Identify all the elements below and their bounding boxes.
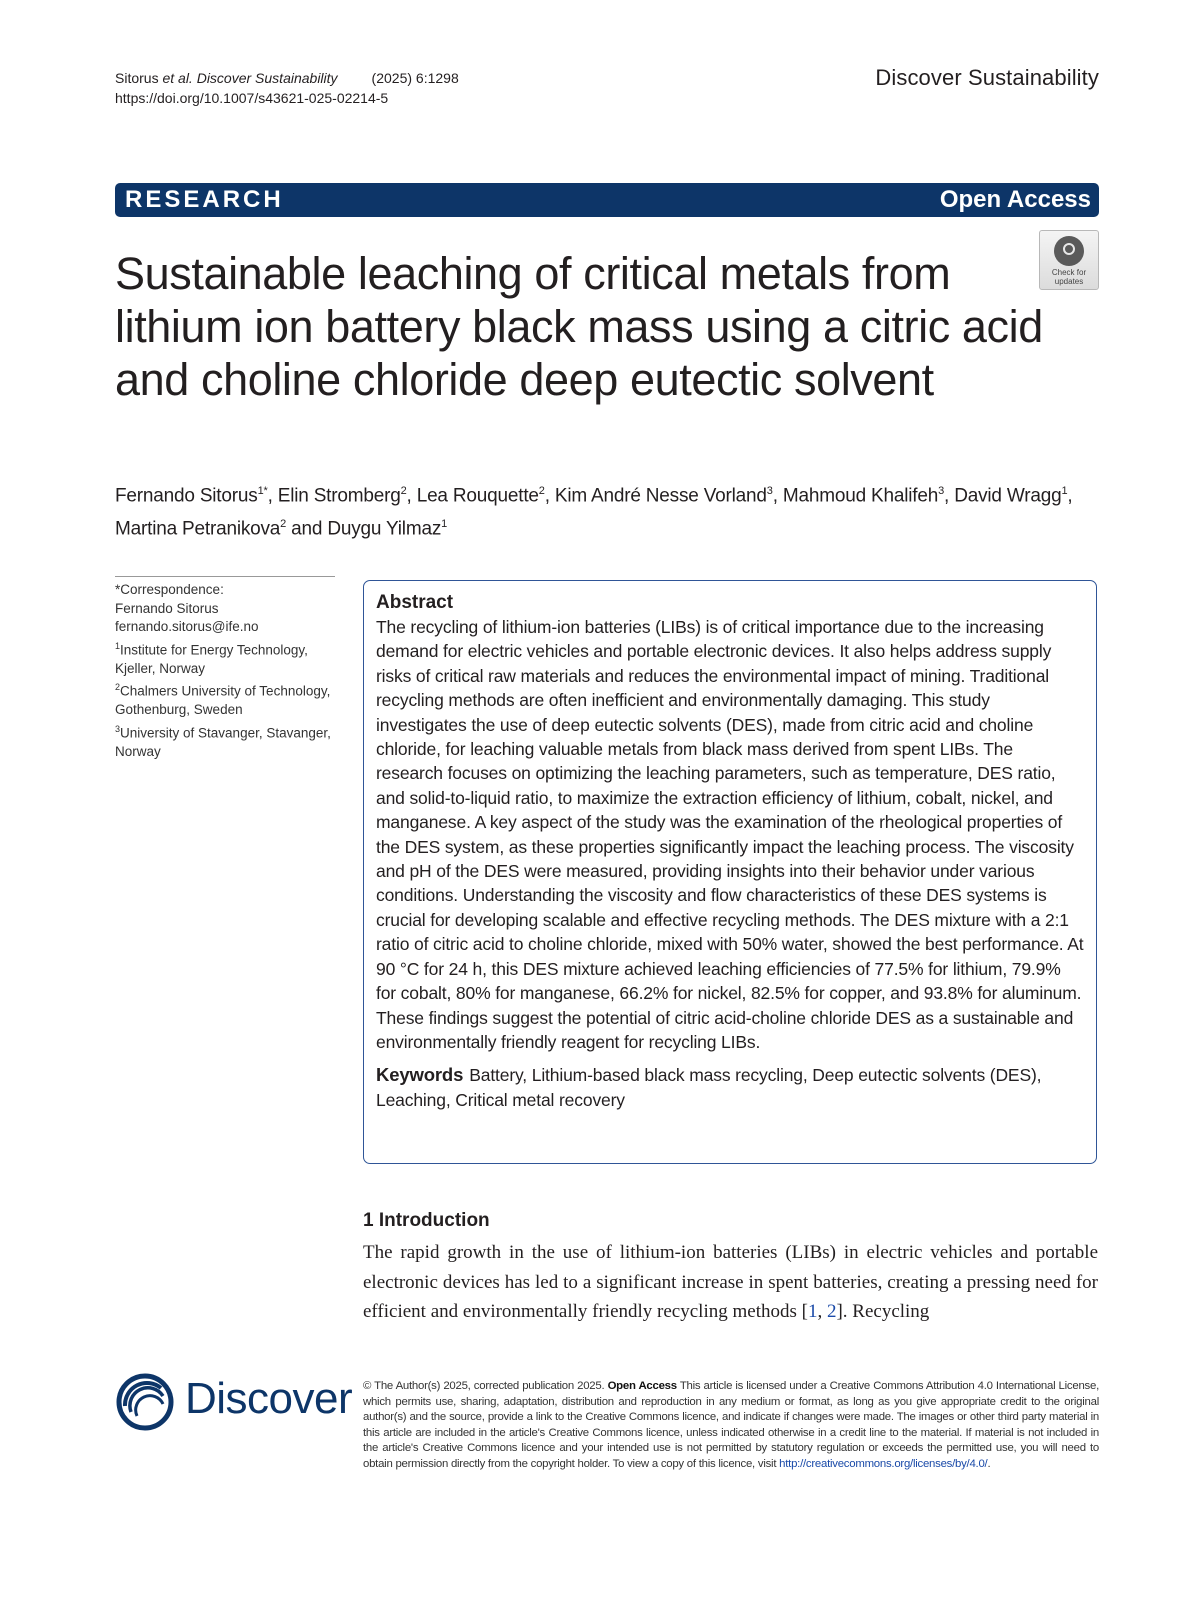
affiliation-text: University of Stavanger, Stavanger, [120, 725, 331, 740]
affiliation-line [115, 660, 345, 679]
author-affiliation-mark: 2 [538, 485, 545, 497]
abstract-box [363, 580, 1097, 1164]
doi-link[interactable]: https://doi.org/10.1007/s43621-025-02214-5 [115, 90, 389, 106]
citation-journal: et al. Discover Sustainability [162, 70, 338, 86]
open-access-label: Open Access [939, 186, 1091, 213]
author-affiliation-mark: 1 [1061, 485, 1068, 497]
check-updates-line1: Check for [1051, 268, 1087, 277]
author-list [115, 477, 1105, 544]
author-affiliation-mark: 3 [766, 485, 773, 497]
license-open-access: Open Access [607, 1380, 677, 1392]
license-lead: © The Author(s) 2025, corrected publication 2025. [363, 1380, 608, 1392]
author-separator: , [944, 485, 955, 507]
author-separator: , [772, 485, 783, 507]
correspondence-label: *Correspondence: [115, 582, 224, 597]
author-separator: , [544, 485, 555, 507]
author-affiliation-mark: 2 [400, 485, 407, 497]
affiliation-text: Gothenburg, Sweden [115, 702, 243, 717]
crossmark-icon [1054, 236, 1084, 266]
author-name[interactable]: Duygu Yilmaz [327, 518, 442, 540]
article-title: Sustainable leaching of critical metals from lithium ion battery black mass using a citric acid and choline chloride deep eutectic solvent [115, 248, 1043, 405]
check-updates-line2: updates [1054, 277, 1084, 286]
affiliation-line [115, 701, 345, 720]
author-affiliation-mark: 1 [441, 518, 448, 531]
author-separator: , [406, 485, 417, 507]
author-name[interactable]: David Wragg [954, 485, 1062, 507]
affiliation-text: Kjeller, Norway [115, 660, 206, 676]
affiliation-line [115, 678, 345, 701]
affiliation-text: Norway [115, 743, 161, 759]
affiliation-line [115, 743, 345, 762]
intro-text-after: ]. Recycling [836, 1301, 930, 1322]
author-affiliation-mark: 2 [280, 518, 287, 531]
discover-logo [115, 1372, 353, 1432]
author-separator: , [1067, 485, 1073, 507]
author-separator: and [286, 518, 328, 540]
correspondence-name: Fernando Sitorus [115, 600, 219, 616]
author-name[interactable]: Lea Rouquette [416, 485, 539, 507]
correspondence-email[interactable]: fernando.sitorus@ife.no [115, 619, 259, 634]
reference-link-2[interactable]: 2 [826, 1301, 837, 1322]
affiliation-line [115, 720, 345, 743]
affiliation-number: 3 [115, 723, 121, 734]
citation-volume: (2025) 6:1298 [371, 70, 459, 86]
keywords [376, 1063, 1084, 1112]
article-type-banner [115, 183, 1099, 217]
keywords-label: Keywords [376, 1064, 464, 1086]
author-separator: , [267, 485, 278, 507]
correspondence-divider [115, 576, 335, 577]
author-name[interactable]: Mahmoud Khalifeh [782, 485, 939, 507]
affiliation-text: Chalmers University of Technology, [120, 683, 331, 699]
author-name[interactable]: Elin Stromberg [277, 485, 401, 507]
affiliation-line [115, 637, 345, 660]
affiliation-text: Institute for Energy Technology, [120, 642, 308, 657]
citation-line [115, 68, 459, 88]
abstract-text: The recycling of lithium-ion batteries (LIBs) is of critical importance due to the increasing demand for electric vehicles and portable electronic devices. It also helps address supply risks of critical raw materials and reduces the environmental impact of mining. Traditional recycling methods are often inefficient and environmentally damaging. This study investigates the use of deep eutectic solvents (DES), made from citric acid and choline chloride, for leaching valuable metals from black mass derived from spent LIBs. The research focuses on optimizing the leaching parameters, such as temperature, DES ratio, and solid-to-liquid ratio, to maximize the extraction efficiency of lithium, cobalt, nickel, and manganese. A key aspect of the study was the examination of the rheological properties of the DES system, as these properties significantly impact the leaching process. The viscosity and pH of the DES were measured, providing insights into their behavior under various conditions. Understanding the viscosity and flow characteristics of these DES systems is crucial for developing scalable and effective recycling methods. The DES mixture with a 2:1 ratio of citric acid to choline chloride, mixed with 50% water, showed the best performance. At 90 °C for 24 h, this DES mixture achieved leaching efficiencies of 77.5% for lithium, 79.9% for cobalt, 80% for manganese, 66.2% for nickel, 82.5% for copper, and 93.8% for aluminum. These findings suggest the potential of citric acid-choline chloride DES as a sustainable and environmentally friendly reagent for recycling LIBs. [376, 617, 1084, 1052]
intro-ref-separator: , [817, 1301, 827, 1322]
affiliation-number: 2 [115, 682, 121, 692]
check-for-updates-button[interactable] [1039, 230, 1099, 290]
author-name[interactable]: Kim André Nesse Vorland [554, 485, 767, 507]
check-updates-text [1040, 268, 1098, 286]
discover-logo-icon [115, 1372, 179, 1432]
correspondence-block [115, 581, 345, 761]
author-name[interactable]: Fernando Sitorus [115, 485, 258, 507]
article-type-label: RESEARCH [125, 186, 284, 213]
running-head-citation [115, 68, 459, 108]
citation-author: Sitorus [115, 70, 163, 86]
discover-logo-word: Discover [185, 1374, 353, 1423]
author-name[interactable]: Martina Petranikova [115, 518, 281, 540]
license-text: This article is licensed under a Creative Commons Attribution 4.0 International License, which permits use, sharing, adaptation, distribution and reproduction in any medium or format, as long as you give appropriate credit to the original author(s) and the source, provide a link to the Creative Commons licence, and indicate if changes were made. The images or other third party material in this article are included in the article's Creative Commons licence, unless indicated otherwise in a credit line to the material. If material is not included in the article's Creative Commons licence and your intended use is not permitted by statutory regulation or exceeds the permitted use, you will need to obtain permission directly from the copyright holder. To view a copy of this licence, visit [363, 1380, 1099, 1470]
reference-link-1[interactable]: 1 [807, 1301, 818, 1322]
journal-name: Discover Sustainability [875, 65, 1099, 90]
affiliation-number: 1 [115, 640, 121, 651]
license-end: . [987, 1457, 991, 1470]
intro-text-before: The rapid growth in the use of lithium-ion batteries (LIBs) in electric vehicles and portable electronic devices has led to a significant increase in spent batteries, creating a pressing need for efficient and environmentally friendly recycling methods [ [363, 1242, 1098, 1322]
affiliation-list [115, 637, 345, 762]
introduction-text [363, 1238, 1098, 1327]
abstract-heading: Abstract [376, 592, 454, 613]
keywords-list: Battery, Lithium-based black mass recycling, Deep eutectic solvents (DES), Leaching, Critical metal recovery [376, 1065, 1042, 1110]
license-url-link[interactable]: http://creativecommons.org/licenses/by/4.0/ [779, 1457, 988, 1470]
author-affiliation-mark: 3 [938, 485, 945, 497]
introduction-heading: 1 Introduction [363, 1210, 490, 1231]
author-affiliation-mark: 1* [257, 485, 268, 497]
license-statement [363, 1379, 1099, 1473]
